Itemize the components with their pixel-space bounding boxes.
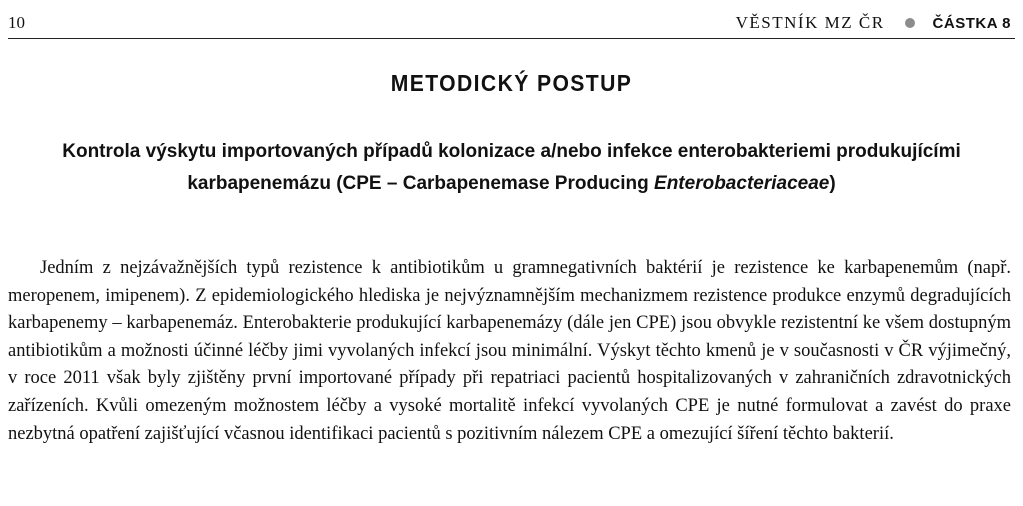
page-title: METODICKÝ POSTUP [390, 70, 633, 96]
document-subtitle [0, 136, 1023, 200]
bullet-dot-icon [905, 18, 915, 28]
subtitle-prefix: karbapenemázu (CPE – Carbapenemase Producing [187, 173, 655, 194]
subtitle-suffix: ) [829, 173, 836, 194]
issue-label: ČÁSTKA 8 [932, 14, 1011, 32]
subtitle-line-2 [0, 168, 1023, 200]
page-number: 10 [8, 13, 25, 32]
header-right [736, 13, 1011, 33]
subtitle-line-1: Kontrola výskytu importovaných případů kolonizace a/nebo infekce enterobakteriemi produkujícími [62, 141, 961, 162]
subtitle-italic: Enterobacteriaceae [654, 173, 830, 194]
header-divider [8, 38, 1015, 39]
journal-name: VĚSTNÍK MZ ČR [735, 13, 885, 32]
body-paragraph: Jedním z nejzávažnějších typů rezistence k antibiotikům u gramnegativních baktérií je rezistence ke karbapenemům (např. meropenem, imipenem). Z epidemiologického hlediska je nejvýznamnějším mechanizmem rezistence produkce enzymů degradujících karbapenemy – karbapenemáz. Enterobakterie produkující karbapenemázy (dále jen CPE) jsou obvykle rezistentní ke všem dostupným antibiotikům a možnosti účinné léčby jimi vyvolaných infekcí jsou minimální. Výskyt těchto kmenů je v současnosti v ČR výjimečný, v roce 2011 však byly zjištěny první importované případy při repatriaci pacientů hospitalizovaných v zahraničních zdravotnických zařízeních. Kvůli omezeným možnostem léčby a vysoké mortalitě infekcí vyvolaných CPE je nutné formulovat a zavést do praxe nezbytná opatření zajišťující včasnou identifikaci pacientů s pozitivním nálezem CPE a omezující šíření těchto bakterií. [8, 258, 1011, 444]
page-header [8, 11, 1011, 35]
